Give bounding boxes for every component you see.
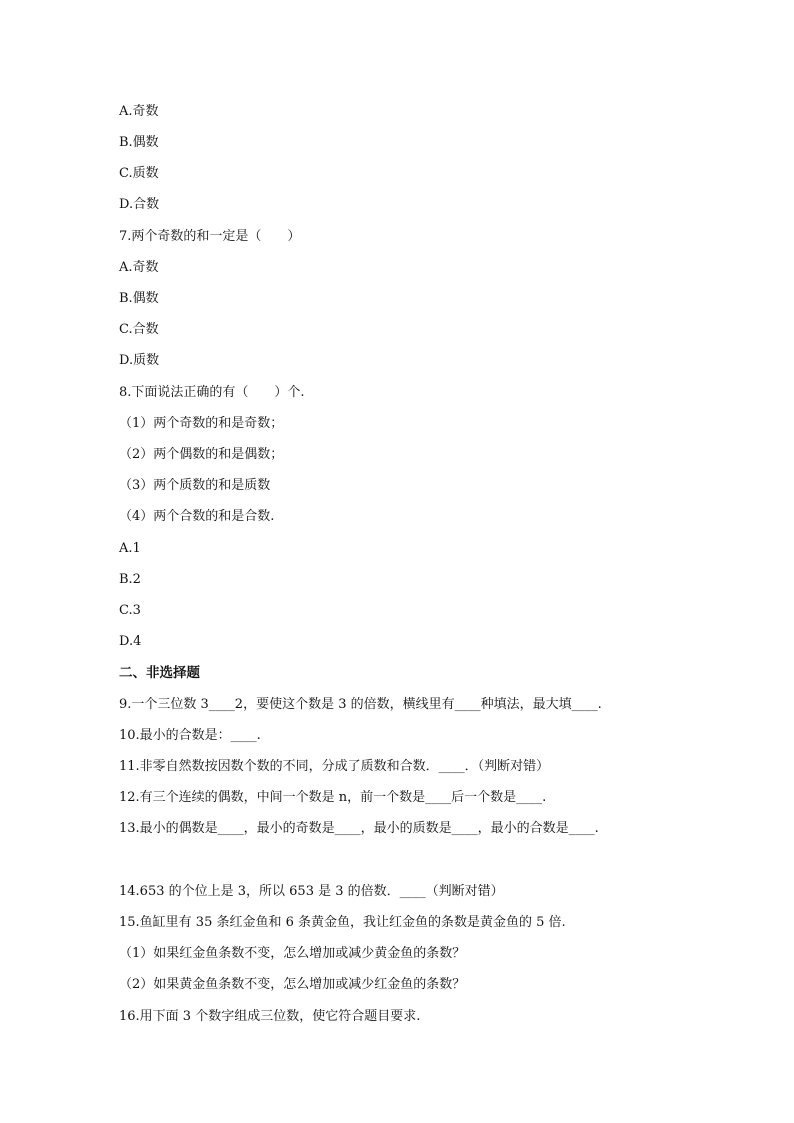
q7-option-d: D.质数 xyxy=(119,353,160,368)
q15-part-2: （2）如果黄金鱼条数不变，怎么增加或减少红金鱼的条数？ xyxy=(119,977,466,992)
q6-option-c: C.质数 xyxy=(119,166,159,181)
q7-option-b: B.偶数 xyxy=(119,291,159,306)
section-title: 二、非选择题 xyxy=(119,665,200,681)
q15-stem: 15.鱼缸里有 35 条红金鱼和 6 条黄金鱼，我让红金鱼的条数是黄金鱼的 5 倍. xyxy=(119,915,566,930)
q11: 11.非零自然数按因数个数的不同，分成了质数和合数．____．（判断对错） xyxy=(119,759,550,774)
q6-option-a: A.奇数 xyxy=(119,104,159,119)
q7-stem: 7.两个奇数的和一定是（ ） xyxy=(119,229,301,244)
q9: 9.一个三位数 3____2，要使这个数是 3 的倍数，横线里有____种填法，最大填____. xyxy=(119,697,602,712)
q8-option-b: B.2 xyxy=(119,572,141,587)
q7-option-a: A.奇数 xyxy=(119,260,159,275)
q15-part-1: （1）如果红金鱼条数不变，怎么增加或减少黄金鱼的条数？ xyxy=(119,946,466,961)
q8-statement-1: （1）两个奇数的和是奇数； xyxy=(119,416,284,431)
q6-option-d: D.合数 xyxy=(119,197,160,212)
q8-statement-3: （3）两个质数的和是质数 xyxy=(119,478,271,493)
q8-option-a: A.1 xyxy=(119,541,141,556)
q8-stem: 8.下面说法正确的有（ ）个. xyxy=(119,385,305,400)
q6-option-b: B.偶数 xyxy=(119,135,159,150)
q7-option-c: C.合数 xyxy=(119,322,159,337)
q13: 13.最小的偶数是____，最小的奇数是____，最小的质数是____，最小的合数是____. xyxy=(119,821,599,836)
q8-option-c: C.3 xyxy=(119,603,141,618)
q14: 14.653 的个位上是 3，所以 653 是 3 的倍数．____（判断对错） xyxy=(119,884,504,899)
q16: 16.用下面 3 个数字组成三位数，使它符合题目要求. xyxy=(119,1009,421,1024)
q8-statement-4: （4）两个合数的和是合数. xyxy=(119,509,275,524)
q8-statement-2: （2）两个偶数的和是偶数； xyxy=(119,447,284,462)
q8-option-d: D.4 xyxy=(119,634,142,649)
q10: 10.最小的合数是：____. xyxy=(119,728,261,743)
q12: 12.有三个连续的偶数，中间一个数是 n，前一个数是____后一个数是____. xyxy=(119,790,547,805)
